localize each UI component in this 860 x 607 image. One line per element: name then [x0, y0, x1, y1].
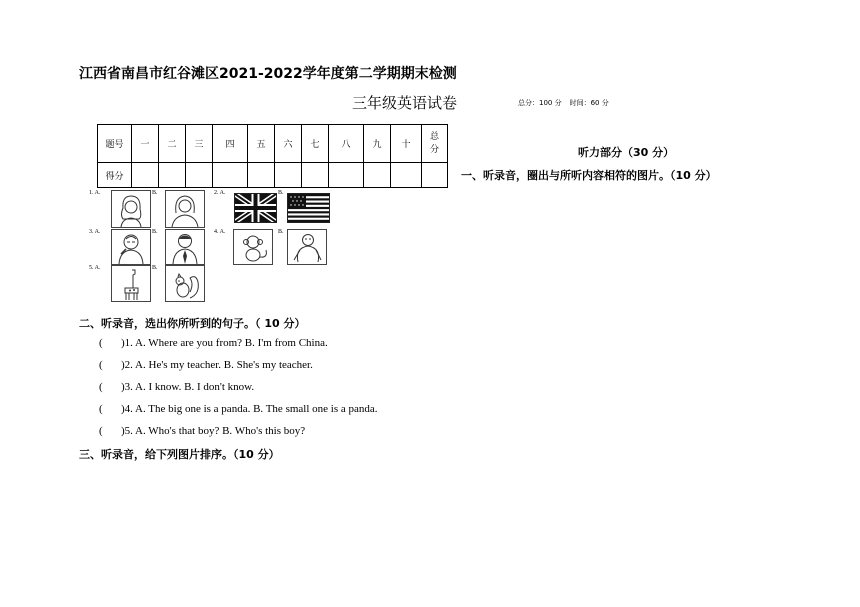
exam-title: 江西省南昌市红谷滩区2021-2022学年度第二学期期末检测 [79, 66, 457, 82]
us-flag-icon[interactable] [287, 193, 330, 223]
score-input-cell[interactable] [422, 163, 448, 188]
score-input-cell[interactable] [186, 163, 213, 188]
score-input-cell[interactable] [364, 163, 391, 188]
score-input-cell[interactable] [248, 163, 275, 188]
section2-heading: 二、听录音，选出你所听到的句子。（ 10 分） [79, 317, 306, 330]
score-cell: 六 [275, 125, 302, 163]
question-text: )1. A. Where are you from? B. I'm from China. [121, 337, 328, 349]
pic-label: 4. A. [214, 229, 226, 235]
section1-heading: 一、听录音，圈出与所听内容相符的图片。（10 分） [461, 169, 717, 182]
answer-paren[interactable]: ( [99, 337, 103, 349]
question-1 [99, 337, 328, 349]
teacher-icon[interactable] [165, 229, 205, 265]
score-cell: 九 [364, 125, 391, 163]
pic-label: B. [152, 229, 158, 235]
score-input-cell[interactable] [329, 163, 364, 188]
question-4 [99, 403, 378, 415]
uk-flag-icon[interactable] [234, 193, 277, 223]
score-table-header-row [98, 125, 448, 163]
score-table [97, 124, 448, 188]
score-input-cell[interactable] [132, 163, 159, 188]
woman-icon[interactable] [165, 190, 205, 228]
exam-meta [518, 98, 617, 108]
question-2 [99, 359, 313, 371]
score-total-label: 总分 [429, 131, 439, 155]
monkey-icon[interactable] [233, 229, 273, 265]
question-text: )4. A. The big one is a panda. B. The small one is a panda. [121, 403, 378, 415]
ape-icon[interactable] [287, 229, 327, 265]
listening-title: 听力部分（30 分） [578, 146, 675, 159]
answer-paren[interactable]: ( [99, 381, 103, 393]
score-table-score-row [98, 163, 448, 188]
score-cell: 三 [186, 125, 213, 163]
pic-label: B. [152, 190, 158, 196]
score-input-cell[interactable] [391, 163, 422, 188]
score-cell: 二 [159, 125, 186, 163]
pic-label: 3. A. [89, 229, 101, 235]
pic-label: B. [278, 190, 284, 196]
question-5 [99, 425, 305, 437]
section3-heading: 三、听录音，给下列图片排序。（10 分） [79, 448, 280, 461]
pic-label: 5. A. [89, 265, 101, 271]
question-3 [99, 381, 254, 393]
exam-time: 时间：60 分 [569, 99, 609, 107]
girl-icon[interactable] [111, 190, 151, 228]
score-input-cell[interactable] [213, 163, 248, 188]
giraffe-icon[interactable] [111, 265, 151, 302]
score-cell: 题号 [98, 125, 132, 163]
squirrel-icon[interactable] [165, 265, 205, 302]
score-cell: 四 [213, 125, 248, 163]
score-cell: 一 [132, 125, 159, 163]
score-input-cell[interactable] [159, 163, 186, 188]
answer-paren[interactable]: ( [99, 403, 103, 415]
total-score: 总分：100 分 [518, 99, 562, 107]
exam-subtitle: 三年级英语试卷 [352, 94, 458, 112]
score-input-cell[interactable] [275, 163, 302, 188]
score-cell-total [422, 125, 448, 163]
score-input-cell[interactable] [302, 163, 329, 188]
question-text: )3. A. I know. B. I don't know. [121, 381, 255, 393]
pic-label: B. [152, 265, 158, 271]
score-cell: 七 [302, 125, 329, 163]
answer-paren[interactable]: ( [99, 359, 103, 371]
pic-label: B. [278, 229, 284, 235]
old-man-icon[interactable] [111, 229, 151, 265]
score-cell: 五 [248, 125, 275, 163]
pic-label: 1. A. [89, 190, 101, 196]
score-cell: 十 [391, 125, 422, 163]
answer-paren[interactable]: ( [99, 425, 103, 437]
score-cell: 八 [329, 125, 364, 163]
question-text: )2. A. He's my teacher. B. She's my teacher. [121, 359, 313, 371]
score-cell: 得分 [98, 163, 132, 188]
pic-label: 2. A. [214, 190, 226, 196]
question-text: )5. A. Who's that boy? B. Who's this boy? [121, 425, 306, 437]
